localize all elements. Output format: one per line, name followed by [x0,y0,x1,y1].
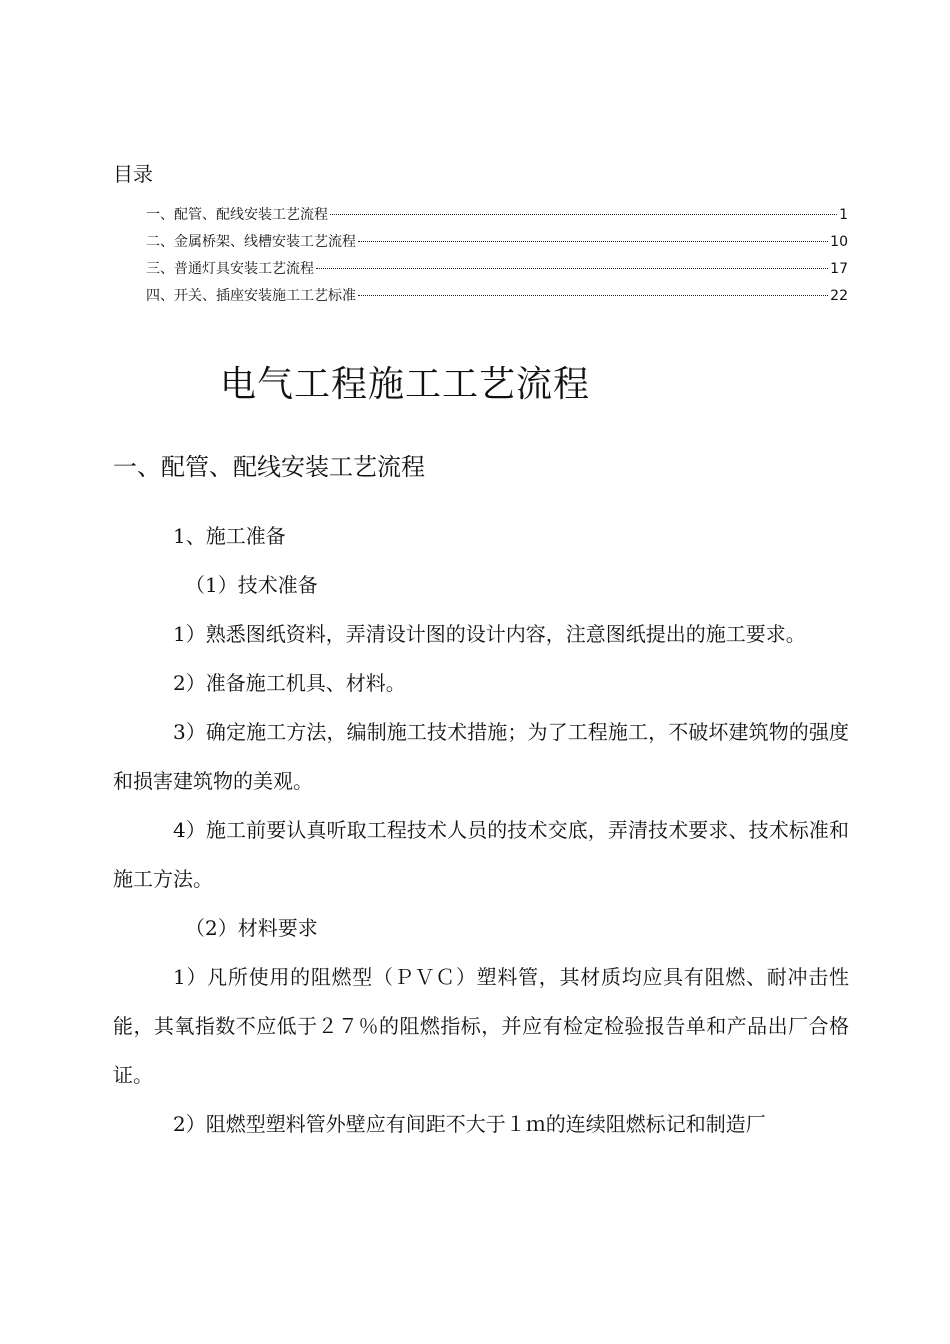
toc-dot-leader [316,268,828,269]
body-paragraph: 2）准备施工机具、材料。 [173,671,406,695]
body-paragraph: 1）凡所使用的阻燃型（ＰＶＣ）塑料管，其材质均应具有阻燃、耐冲击性能，其氧指数不应低于２７％的阻燃指标，并应有检定检验报告单和产品出厂合格证。 [113,965,849,1087]
toc-entry-label: 一、配管、配线安装工艺流程 [146,207,328,223]
body-paragraph: 3）确定施工方法，编制施工技术措施；为了工程施工，不破坏建筑物的强度和损害建筑物的美观。 [113,720,849,793]
table-of-contents [146,205,848,313]
document-body [113,512,849,1149]
body-paragraph: 1）熟悉图纸资料，弄清设计图的设计内容，注意图纸提出的施工要求。 [173,622,806,646]
toc-entry[interactable] [146,259,848,286]
toc-entry-page: 22 [830,288,848,304]
subsection-heading: 1、施工准备 [173,524,286,548]
body-paragraph: 2）阻燃型塑料管外壁应有间距不大于１ｍ的连续阻燃标记和制造厂 [173,1112,766,1136]
toc-entry-page: 17 [830,261,848,277]
toc-dot-leader [358,241,828,242]
toc-heading: 目录 [113,162,153,186]
toc-entry-label: 三、普通灯具安装工艺流程 [146,261,314,277]
body-paragraph: 4）施工前要认真听取工程技术人员的技术交底，弄清技术要求、技术标准和施工方法。 [113,818,849,891]
section-heading: 一、配管、配线安装工艺流程 [113,453,425,481]
toc-entry[interactable] [146,205,848,232]
subsubsection-heading: （2）材料要求 [185,916,318,940]
toc-entry[interactable] [146,286,848,313]
toc-entry-page: 10 [830,234,848,250]
toc-dot-leader [330,214,837,215]
document-title: 电气工程施工工艺流程 [220,364,591,405]
toc-entry-label: 四、开关、插座安装施工工艺标准 [146,288,356,304]
toc-entry-label: 二、金属桥架、线槽安装工艺流程 [146,234,356,250]
toc-entry-page: 1 [839,207,848,223]
toc-dot-leader [358,295,828,296]
subsubsection-heading: （1）技术准备 [185,573,318,597]
toc-entry[interactable] [146,232,848,259]
